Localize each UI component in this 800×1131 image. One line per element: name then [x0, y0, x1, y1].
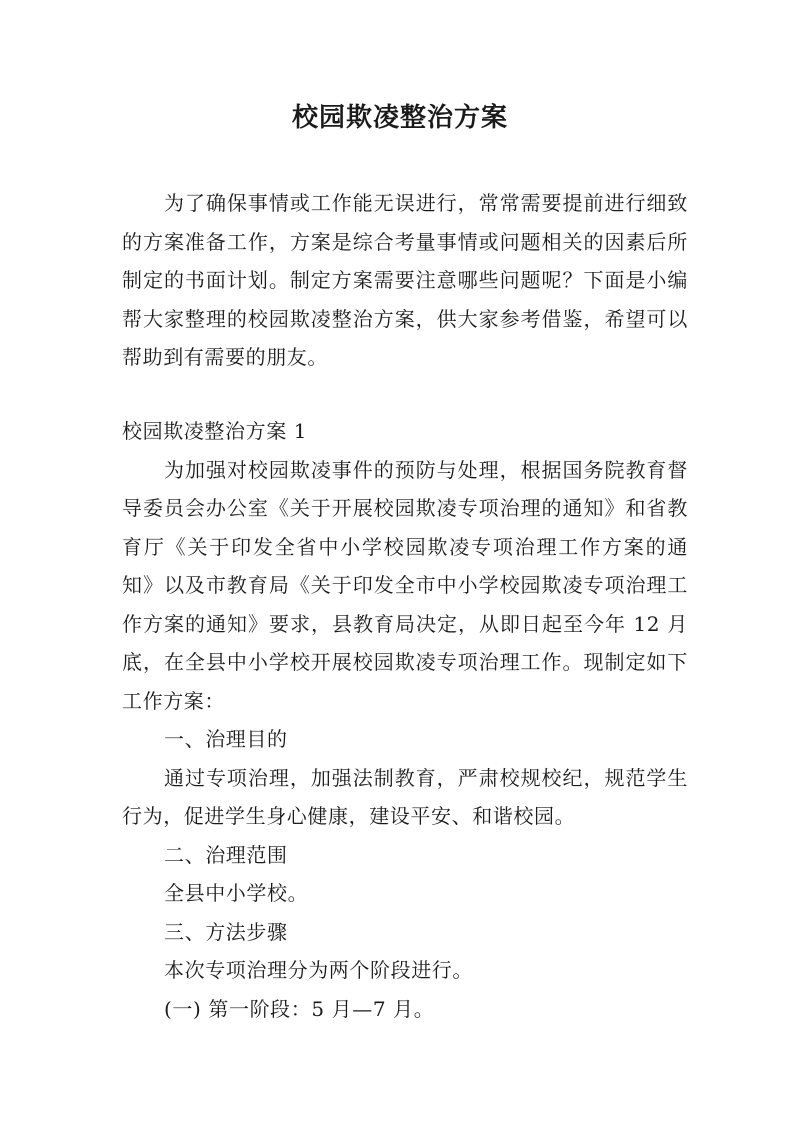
scope-paragraph: 全县中小学校。 [164, 881, 309, 905]
section-intro-paragraph: 为加强对校园欺凌事件的预防与处理，根据国务院教育督导委员会办公室《关于开展校园欺凌专项治理的通知》和省教育厅《关于印发全省中小学校园欺凌专项治理工作方案的通知》以及市教育局《关于印发全市中小学校园欺凌专项治理工作方案的通知》要求，县教育局决定，从即日起至今年 12 月底，在全县中小学校开展校园欺凌专项治理工作。现制定如下工作方案： [122, 457, 688, 713]
section-heading: 校园欺凌整治方案 1 [122, 419, 308, 443]
plan-section-1 [122, 412, 688, 1028]
phase-one-paragraph: (一) 第一阶段：5 月—7 月。 [164, 996, 435, 1021]
document-title: 校园欺凌整治方案 [291, 103, 508, 133]
steps-paragraph: 本次专项治理分为两个阶段进行。 [164, 958, 473, 982]
intro-paragraph: 为了确保事情或工作能无误进行，常常需要提前进行细致的方案准备工作，方案是综合考量事情或问题相关的因素后所制定的书面计划。制定方案需要注意哪些问题呢？下面是小编帮大家整理的校园欺凌整治方案，供大家参考借鉴，希望可以帮助到有需要的朋友。 [122, 191, 688, 369]
goal-paragraph: 通过专项治理，加强法制教育，严肃校规校纪，规范学生行为，促进学生身心健康，建设平安、和谐校园。 [122, 765, 688, 828]
heading-scope: 二、治理范围 [164, 842, 288, 867]
heading-steps: 三、方法步骤 [164, 919, 288, 944]
heading-goal: 一、治理目的 [164, 727, 288, 751]
intro-section [122, 184, 688, 377]
